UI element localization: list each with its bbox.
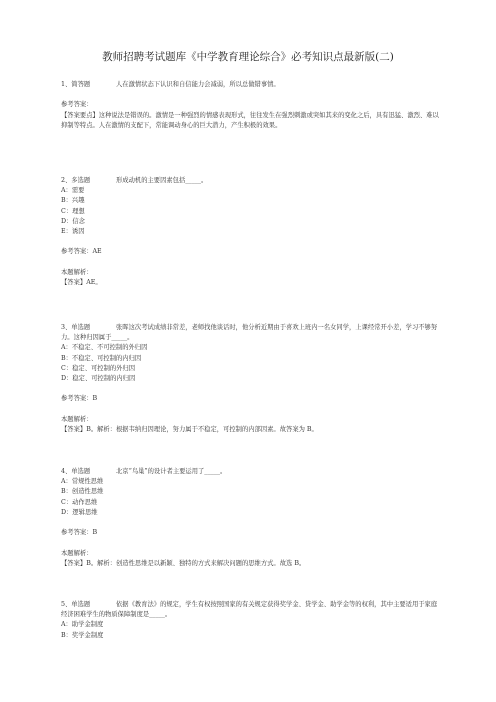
option-b: B：兴趣	[61, 197, 85, 205]
analysis-label: 本题解析：	[61, 415, 93, 423]
question-stem: 依据《教育法》的规定，学生有权按照国家的有关规定获得奖学金、贷学金、助学金等的权利，其中主要适用于家庭经济困难学生的物质保障制度是_____。	[61, 601, 438, 619]
question-header	[61, 323, 441, 343]
answer-label: 参考答案：	[61, 101, 93, 109]
option-a: A：需要	[61, 187, 85, 195]
page-title: 教师招聘考试题库《中学教育理论综合》必考知识点最新版(二)	[102, 51, 394, 63]
option-a: A：常规性思维	[61, 478, 104, 486]
analysis-label: 本题解析：	[61, 268, 93, 276]
analysis-body: 【答案】B。解析：创造性思维是以新颖、独特的方式来解决问题的思维方式。故选 B。	[61, 559, 306, 567]
analysis-body: 【答案】B。解析：根据韦纳归因理论，努力属于不稳定，可控制的内部因素。故答案为 B。	[61, 426, 318, 433]
option-a: A：不稳定、不可控制的外归因	[61, 344, 148, 352]
option-b: B：创造性思维	[61, 488, 104, 496]
question-5	[61, 600, 441, 641]
option-d: D：稳定、可控制的内归因	[61, 375, 136, 383]
option-c: C：理想	[61, 207, 85, 215]
question-4	[61, 467, 441, 569]
question-stem: 形成动机的主要因素包括_____。	[116, 177, 208, 184]
analysis-label: 本题解析：	[61, 549, 93, 557]
answer-line: 参考答案：B	[61, 395, 98, 403]
question-header	[61, 600, 441, 620]
answer-body: 【答案要点】这种说法是错误的。激情是一种强烈的情感表现形式，往往发生在强烈刺激或突如其来的变化之后，具有迅猛、激烈、难以抑制等特点。人在激情的支配下，常能调动身心的巨大潜力，产生积极的效果。	[61, 111, 439, 129]
option-c: C：动作思维	[61, 498, 98, 506]
question-3	[61, 323, 441, 435]
question-1	[61, 80, 441, 131]
option-b: B：奖学金制度	[61, 631, 104, 639]
question-stem: 北京“鸟巢”的设计者主要运用了_____。	[116, 468, 227, 475]
question-type: 5、单选题	[61, 601, 91, 608]
question-header	[61, 467, 441, 477]
answer-line: 参考答案：B	[61, 529, 98, 537]
answer-line: 参考答案：AE	[61, 248, 102, 256]
option-a: A：助学金制度	[61, 621, 104, 629]
option-b: B：不稳定、可控制的内归因	[61, 354, 142, 362]
option-d: D：逻辑思维	[61, 508, 98, 516]
analysis-body: 【答案】AE。	[61, 279, 102, 286]
question-stem: 张晖这次考试成绩非常差，老师找他谈话时，他分析近期由于喜欢上班内一名女同学，上课经常开小差，学习不够努力。这种归因属于_____。	[61, 324, 438, 342]
question-stem: 人在激情状态下认识和自信能力会减弱，所以总做错事情。	[116, 81, 280, 88]
option-e: E：诱因	[61, 228, 85, 236]
question-header	[61, 176, 441, 186]
question-type: 4、单选题	[61, 468, 91, 475]
question-header	[61, 80, 441, 90]
option-c: C：稳定、可控制的外归因	[61, 364, 136, 372]
option-d: D：信念	[61, 217, 85, 225]
question-type: 1、简答题	[61, 81, 91, 88]
question-type: 2、多选题	[61, 177, 91, 184]
question-2	[61, 176, 441, 288]
question-type: 3、单选题	[61, 324, 91, 331]
